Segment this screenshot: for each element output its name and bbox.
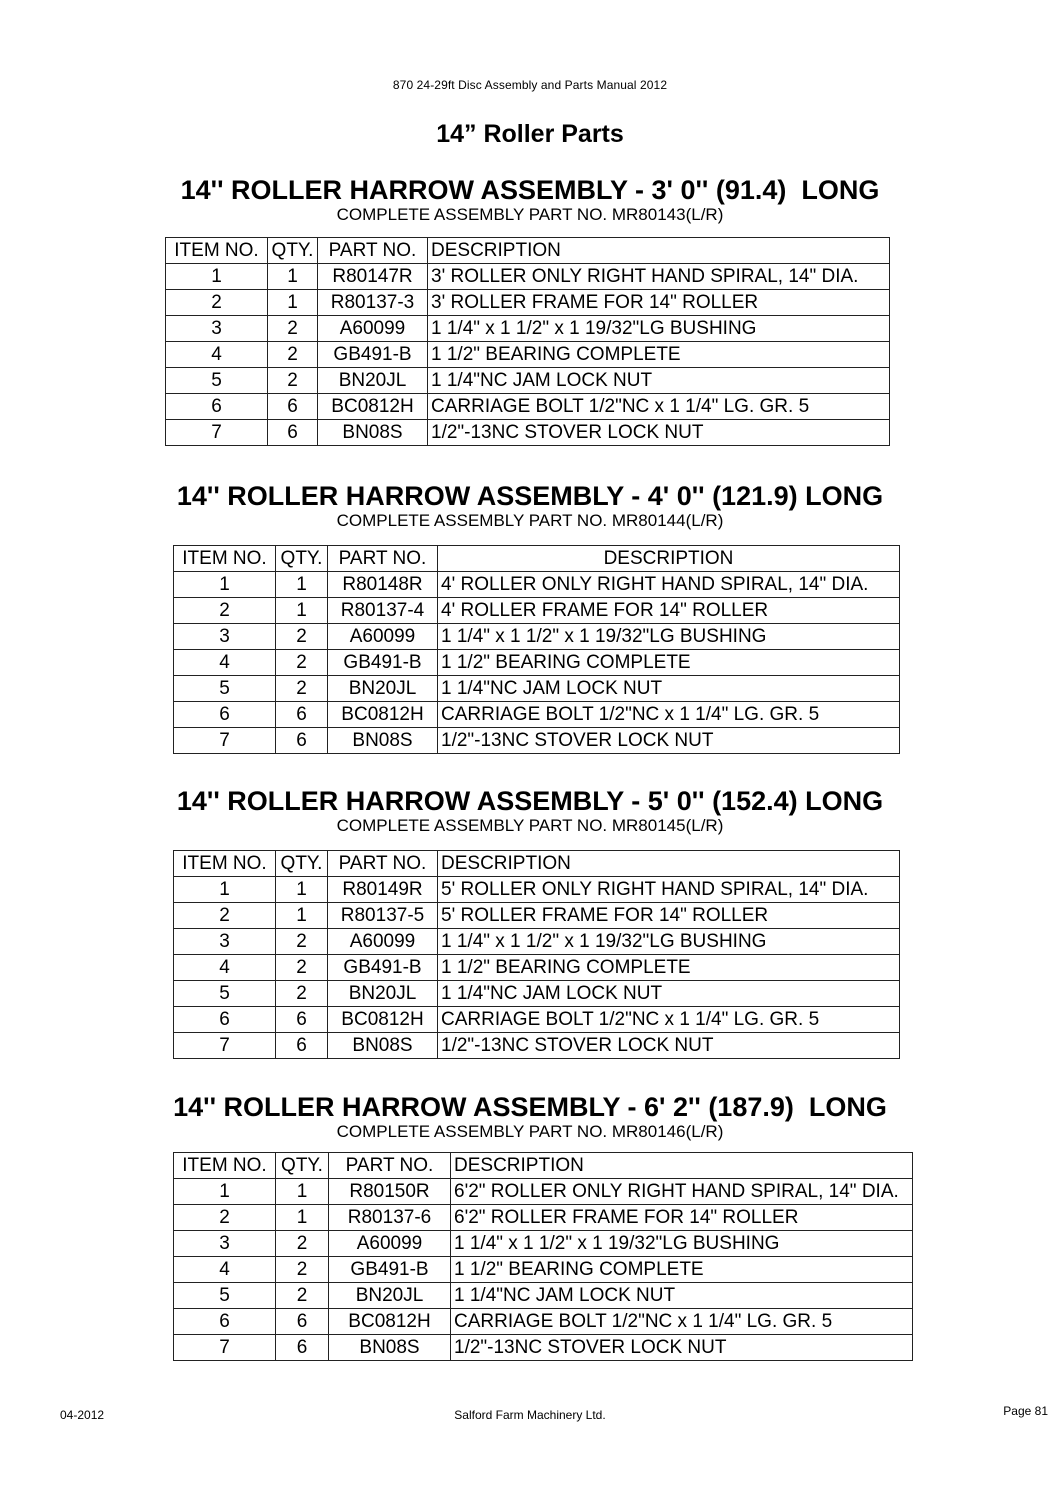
part-no-cell: A60099 bbox=[328, 624, 438, 650]
table-row bbox=[174, 572, 900, 598]
footer-company: Salford Farm Machinery Ltd. bbox=[454, 1408, 606, 1422]
part-no-cell: R80137-5 bbox=[328, 903, 438, 929]
assembly-section bbox=[0, 175, 1060, 225]
description-cell: 6'2" ROLLER FRAME FOR 14" ROLLER bbox=[451, 1205, 913, 1231]
assembly-part-number: COMPLETE ASSEMBLY PART NO. MR80146(L/R) bbox=[336, 1122, 724, 1141]
column-header: DESCRIPTION bbox=[438, 851, 900, 877]
assembly-title: 14'' ROLLER HARROW ASSEMBLY - 5' 0'' (152.4) LONG bbox=[176, 786, 884, 816]
column-header: DESCRIPTION bbox=[428, 238, 890, 264]
qty-cell: 6 bbox=[276, 1033, 328, 1059]
table-row bbox=[166, 368, 890, 394]
description-cell: 1 1/4" x 1 1/2" x 1 19/32"LG BUSHING bbox=[438, 624, 900, 650]
table-header-row bbox=[174, 851, 900, 877]
assembly-part-number: COMPLETE ASSEMBLY PART NO. MR80145(L/R) bbox=[336, 816, 724, 835]
item-no-cell: 3 bbox=[174, 624, 276, 650]
table-row bbox=[174, 598, 900, 624]
parts-table bbox=[173, 545, 900, 754]
part-no-cell: BN20JL bbox=[328, 676, 438, 702]
assembly-title: 14'' ROLLER HARROW ASSEMBLY - 3' 0'' (91.4) LONG bbox=[180, 175, 880, 205]
qty-cell: 1 bbox=[276, 598, 328, 624]
description-cell: 3' ROLLER FRAME FOR 14" ROLLER bbox=[428, 290, 890, 316]
item-no-cell: 5 bbox=[174, 1283, 276, 1309]
item-no-cell: 5 bbox=[166, 368, 268, 394]
item-no-cell: 6 bbox=[174, 1007, 276, 1033]
table-row bbox=[174, 650, 900, 676]
parts-table bbox=[165, 237, 890, 446]
table-row bbox=[174, 877, 900, 903]
qty-cell: 2 bbox=[276, 981, 328, 1007]
qty-cell: 6 bbox=[276, 728, 328, 754]
part-no-cell: R80148R bbox=[328, 572, 438, 598]
description-cell: CARRIAGE BOLT 1/2"NC x 1 1/4" LG. GR. 5 bbox=[428, 394, 890, 420]
item-no-cell: 4 bbox=[174, 955, 276, 981]
description-cell: 1 1/2" BEARING COMPLETE bbox=[438, 955, 900, 981]
item-no-cell: 1 bbox=[174, 572, 276, 598]
table-row bbox=[166, 420, 890, 446]
item-no-cell: 2 bbox=[174, 903, 276, 929]
qty-cell: 6 bbox=[276, 1007, 328, 1033]
column-header: ITEM NO. bbox=[166, 238, 268, 264]
assembly-section bbox=[0, 481, 1060, 531]
qty-cell: 2 bbox=[276, 1283, 329, 1309]
item-no-cell: 7 bbox=[166, 420, 268, 446]
part-no-cell: R80149R bbox=[328, 877, 438, 903]
part-no-cell: R80150R bbox=[329, 1179, 451, 1205]
part-no-cell: R80137-3 bbox=[318, 290, 428, 316]
table-row bbox=[174, 981, 900, 1007]
column-header: QTY. bbox=[268, 238, 318, 264]
table-row bbox=[174, 1205, 913, 1231]
table-header-row bbox=[174, 1153, 913, 1179]
description-cell: 1 1/4" x 1 1/2" x 1 19/32"LG BUSHING bbox=[451, 1231, 913, 1257]
table-row bbox=[174, 1179, 913, 1205]
part-no-cell: A60099 bbox=[329, 1231, 451, 1257]
qty-cell: 1 bbox=[268, 290, 318, 316]
table-row bbox=[166, 290, 890, 316]
column-header: PART NO. bbox=[328, 851, 438, 877]
qty-cell: 2 bbox=[268, 368, 318, 394]
description-cell: 1/2"-13NC STOVER LOCK NUT bbox=[451, 1335, 913, 1361]
item-no-cell: 4 bbox=[166, 342, 268, 368]
item-no-cell: 1 bbox=[174, 877, 276, 903]
column-header: DESCRIPTION bbox=[438, 546, 900, 572]
column-header: PART NO. bbox=[328, 546, 438, 572]
qty-cell: 1 bbox=[276, 1205, 329, 1231]
description-cell: CARRIAGE BOLT 1/2"NC x 1 1/4" LG. GR. 5 bbox=[451, 1309, 913, 1335]
column-header: PART NO. bbox=[329, 1153, 451, 1179]
footer-page-number: Page 81 bbox=[1003, 1404, 1048, 1418]
table-row bbox=[174, 624, 900, 650]
column-header: ITEM NO. bbox=[174, 1153, 276, 1179]
item-no-cell: 4 bbox=[174, 1257, 276, 1283]
description-cell: 5' ROLLER FRAME FOR 14" ROLLER bbox=[438, 903, 900, 929]
description-cell: 4' ROLLER ONLY RIGHT HAND SPIRAL, 14" DIA. bbox=[438, 572, 900, 598]
assembly-title: 14'' ROLLER HARROW ASSEMBLY - 4' 0'' (121.9) LONG bbox=[176, 481, 884, 511]
table-row bbox=[174, 1283, 913, 1309]
column-header: QTY. bbox=[276, 1153, 329, 1179]
table-row bbox=[174, 955, 900, 981]
qty-cell: 6 bbox=[276, 702, 328, 728]
description-cell: 1 1/4"NC JAM LOCK NUT bbox=[451, 1283, 913, 1309]
item-no-cell: 1 bbox=[174, 1179, 276, 1205]
qty-cell: 2 bbox=[268, 316, 318, 342]
column-header: ITEM NO. bbox=[174, 546, 276, 572]
part-no-cell: R80137-6 bbox=[329, 1205, 451, 1231]
table-row bbox=[174, 1335, 913, 1361]
assembly-part-number: COMPLETE ASSEMBLY PART NO. MR80143(L/R) bbox=[336, 205, 724, 224]
footer-date: 04-2012 bbox=[60, 1408, 105, 1422]
column-header: QTY. bbox=[276, 851, 328, 877]
part-no-cell: GB491-B bbox=[328, 650, 438, 676]
item-no-cell: 3 bbox=[174, 1231, 276, 1257]
table-header-row bbox=[166, 238, 890, 264]
item-no-cell: 5 bbox=[174, 676, 276, 702]
qty-cell: 2 bbox=[276, 929, 328, 955]
table-row bbox=[174, 929, 900, 955]
assembly-title: 14'' ROLLER HARROW ASSEMBLY - 6' 2'' (187.9) LONG bbox=[173, 1092, 887, 1122]
qty-cell: 1 bbox=[276, 903, 328, 929]
table-row bbox=[174, 702, 900, 728]
description-cell: 6'2" ROLLER ONLY RIGHT HAND SPIRAL, 14" DIA. bbox=[451, 1179, 913, 1205]
parts-table bbox=[173, 850, 900, 1059]
qty-cell: 2 bbox=[276, 676, 328, 702]
column-header: ITEM NO. bbox=[174, 851, 276, 877]
qty-cell: 2 bbox=[276, 624, 328, 650]
description-cell: 1 1/4" x 1 1/2" x 1 19/32"LG BUSHING bbox=[428, 316, 890, 342]
qty-cell: 6 bbox=[276, 1309, 329, 1335]
table-row bbox=[174, 1007, 900, 1033]
qty-cell: 2 bbox=[268, 342, 318, 368]
description-cell: 1 1/4" x 1 1/2" x 1 19/32"LG BUSHING bbox=[438, 929, 900, 955]
page-title: 14” Roller Parts bbox=[436, 120, 624, 148]
item-no-cell: 7 bbox=[174, 1335, 276, 1361]
qty-cell: 6 bbox=[268, 394, 318, 420]
table-row bbox=[174, 903, 900, 929]
assembly-section bbox=[0, 1092, 1060, 1142]
item-no-cell: 7 bbox=[174, 728, 276, 754]
qty-cell: 2 bbox=[276, 955, 328, 981]
item-no-cell: 6 bbox=[166, 394, 268, 420]
description-cell: 3' ROLLER ONLY RIGHT HAND SPIRAL, 14" DIA. bbox=[428, 264, 890, 290]
qty-cell: 6 bbox=[276, 1335, 329, 1361]
description-cell: 1 1/2" BEARING COMPLETE bbox=[451, 1257, 913, 1283]
item-no-cell: 3 bbox=[174, 929, 276, 955]
description-cell: 1 1/4"NC JAM LOCK NUT bbox=[438, 981, 900, 1007]
part-no-cell: R80137-4 bbox=[328, 598, 438, 624]
description-cell: CARRIAGE BOLT 1/2"NC x 1 1/4" LG. GR. 5 bbox=[438, 702, 900, 728]
table-row bbox=[174, 676, 900, 702]
table-row bbox=[166, 342, 890, 368]
column-header: PART NO. bbox=[318, 238, 428, 264]
qty-cell: 6 bbox=[268, 420, 318, 446]
item-no-cell: 6 bbox=[174, 1309, 276, 1335]
qty-cell: 2 bbox=[276, 650, 328, 676]
item-no-cell: 7 bbox=[174, 1033, 276, 1059]
table-row bbox=[166, 264, 890, 290]
column-header: DESCRIPTION bbox=[451, 1153, 913, 1179]
description-cell: 4' ROLLER FRAME FOR 14" ROLLER bbox=[438, 598, 900, 624]
item-no-cell: 3 bbox=[166, 316, 268, 342]
part-no-cell: GB491-B bbox=[329, 1257, 451, 1283]
table-row bbox=[174, 1257, 913, 1283]
qty-cell: 2 bbox=[276, 1231, 329, 1257]
part-no-cell: A60099 bbox=[318, 316, 428, 342]
assembly-part-number: COMPLETE ASSEMBLY PART NO. MR80144(L/R) bbox=[336, 511, 724, 530]
table-header-row bbox=[174, 546, 900, 572]
part-no-cell: BC0812H bbox=[328, 1007, 438, 1033]
part-no-cell: R80147R bbox=[318, 264, 428, 290]
part-no-cell: BC0812H bbox=[329, 1309, 451, 1335]
part-no-cell: BN08S bbox=[328, 1033, 438, 1059]
description-cell: 5' ROLLER ONLY RIGHT HAND SPIRAL, 14" DIA. bbox=[438, 877, 900, 903]
description-cell: 1/2"-13NC STOVER LOCK NUT bbox=[438, 728, 900, 754]
table-row bbox=[166, 394, 890, 420]
description-cell: 1 1/4"NC JAM LOCK NUT bbox=[428, 368, 890, 394]
parts-table bbox=[173, 1152, 913, 1361]
part-no-cell: BC0812H bbox=[328, 702, 438, 728]
item-no-cell: 2 bbox=[174, 598, 276, 624]
qty-cell: 1 bbox=[276, 572, 328, 598]
assembly-section bbox=[0, 786, 1060, 836]
qty-cell: 1 bbox=[276, 877, 328, 903]
table-row bbox=[174, 728, 900, 754]
qty-cell: 1 bbox=[276, 1179, 329, 1205]
description-cell: 1/2"-13NC STOVER LOCK NUT bbox=[438, 1033, 900, 1059]
part-no-cell: A60099 bbox=[328, 929, 438, 955]
document-header: 870 24-29ft Disc Assembly and Parts Manual 2012 bbox=[392, 78, 668, 92]
part-no-cell: GB491-B bbox=[328, 955, 438, 981]
item-no-cell: 4 bbox=[174, 650, 276, 676]
description-cell: CARRIAGE BOLT 1/2"NC x 1 1/4" LG. GR. 5 bbox=[438, 1007, 900, 1033]
item-no-cell: 5 bbox=[174, 981, 276, 1007]
part-no-cell: BN08S bbox=[329, 1335, 451, 1361]
item-no-cell: 2 bbox=[166, 290, 268, 316]
item-no-cell: 6 bbox=[174, 702, 276, 728]
column-header: QTY. bbox=[276, 546, 328, 572]
table-row bbox=[174, 1033, 900, 1059]
description-cell: 1 1/2" BEARING COMPLETE bbox=[428, 342, 890, 368]
description-cell: 1 1/2" BEARING COMPLETE bbox=[438, 650, 900, 676]
qty-cell: 1 bbox=[268, 264, 318, 290]
table-row bbox=[166, 316, 890, 342]
part-no-cell: BN08S bbox=[318, 420, 428, 446]
part-no-cell: BN20JL bbox=[318, 368, 428, 394]
part-no-cell: GB491-B bbox=[318, 342, 428, 368]
item-no-cell: 1 bbox=[166, 264, 268, 290]
part-no-cell: BN20JL bbox=[328, 981, 438, 1007]
part-no-cell: BC0812H bbox=[318, 394, 428, 420]
table-row bbox=[174, 1309, 913, 1335]
table-row bbox=[174, 1231, 913, 1257]
part-no-cell: BN08S bbox=[328, 728, 438, 754]
part-no-cell: BN20JL bbox=[329, 1283, 451, 1309]
description-cell: 1/2"-13NC STOVER LOCK NUT bbox=[428, 420, 890, 446]
qty-cell: 2 bbox=[276, 1257, 329, 1283]
item-no-cell: 2 bbox=[174, 1205, 276, 1231]
description-cell: 1 1/4"NC JAM LOCK NUT bbox=[438, 676, 900, 702]
